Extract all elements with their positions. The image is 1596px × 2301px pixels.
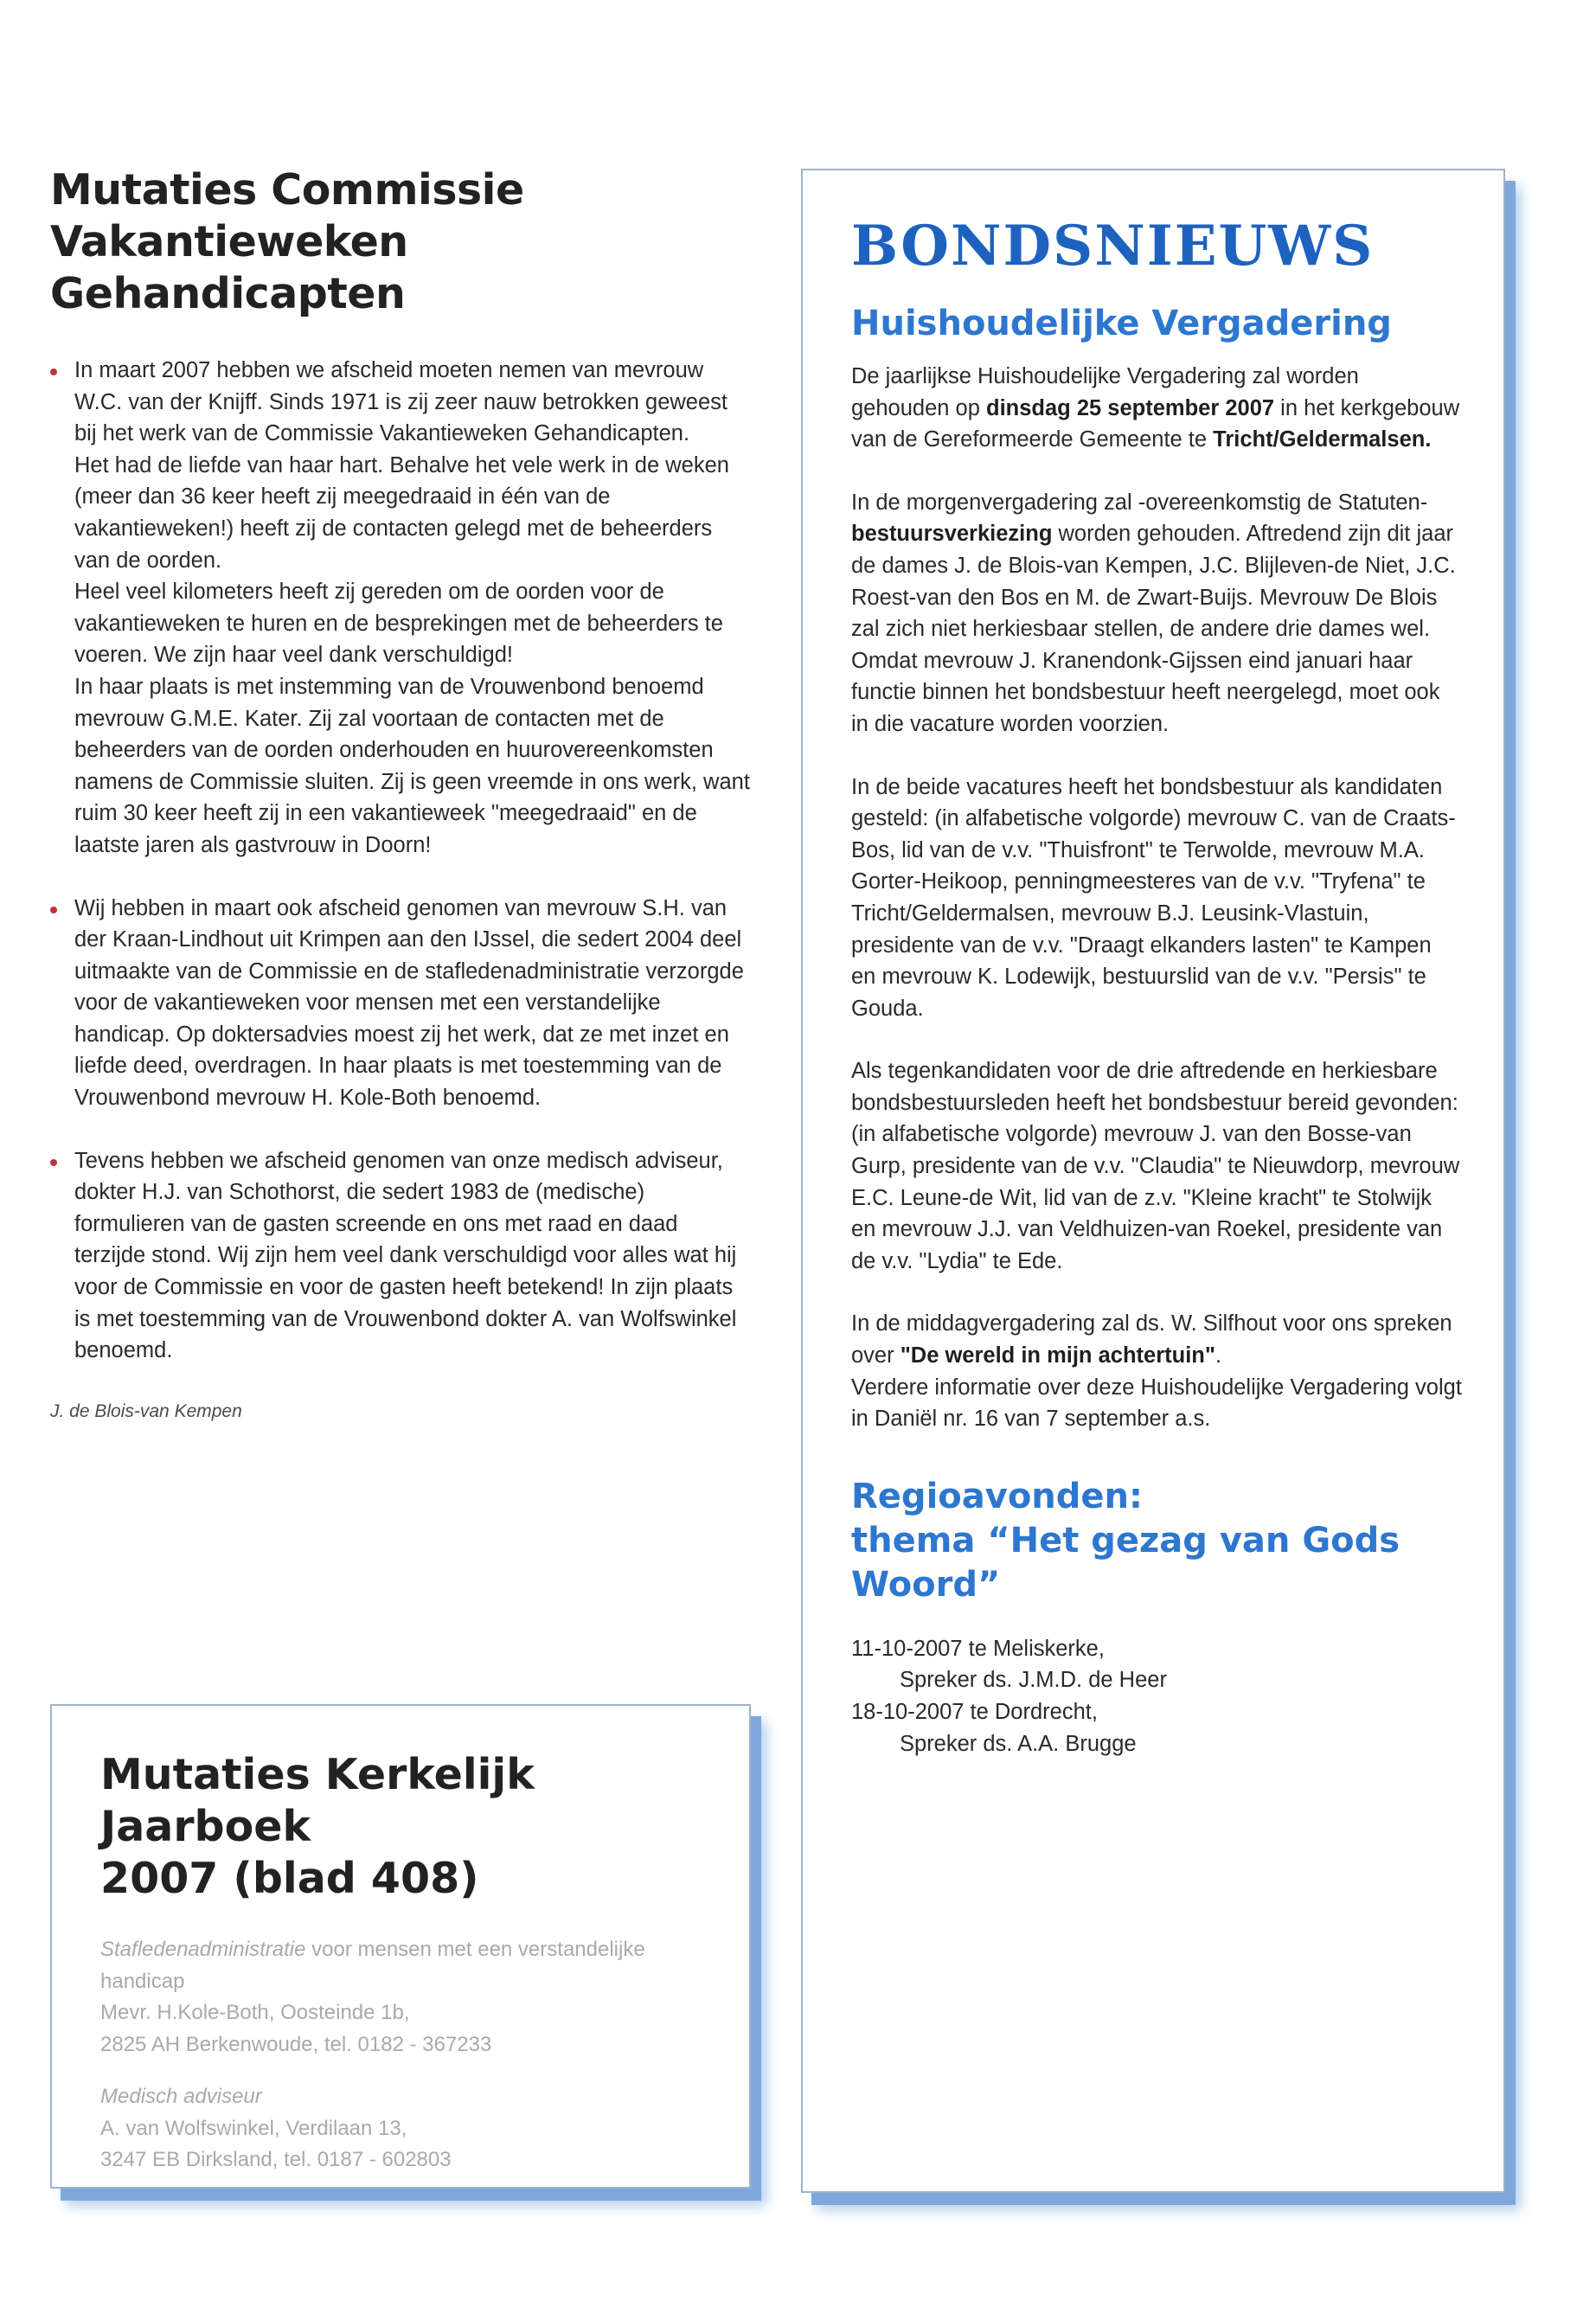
bondsnieuws-title: BONDSNIEUWS — [851, 214, 1375, 279]
region-title-line1: Regioavonden: — [851, 1476, 1144, 1516]
bullet-item — [50, 1145, 751, 1367]
region-item — [851, 1696, 1462, 1759]
contact-block-staff — [100, 1934, 715, 2061]
jaarboek-title-line1: Mutaties Kerkelijk Jaarboek — [100, 1750, 535, 1851]
contact-block-medical — [100, 2081, 715, 2176]
contact-info — [100, 1934, 715, 2176]
hv-paragraph-countercandidates: Als tegenkandidaten voor de drie aftredende en herkiesbare bondsbestuursleden heeft het bondsbestuur bereid gevonden: (in alfabetische volgorde) mevrouw J. van den Bosse-van Gurp, presidente van de v.v. "Claudia" te Nieuwdorp, mevrouw E.C. Leune-de Wit, lid van de z.v. "Kleine kracht" te Stolwijk en mevrouw J.J. van Veldhuizen-van Roekel, presidente van de v.v. "Lydia" te Ede. — [851, 1059, 1460, 1273]
contact-address: A. van Wolfswinkel, Verdilaan 13, — [100, 2116, 407, 2140]
contact-caption: Stafledenadministratie — [100, 1938, 306, 1961]
meeting-date: dinsdag 25 september 2007 — [986, 395, 1275, 420]
article-title-line2: Vakantieweken Gehandicapten — [50, 217, 408, 318]
jaarboek-title — [100, 1749, 715, 1905]
hv-paragraph-election — [851, 487, 1462, 740]
contact-caption-rest: voor mensen met een verstandelijke handicap — [100, 1938, 645, 1993]
paragraph: Wij hebben in maart ook afscheid genomen van mevrouw S.H. van der Kraan-Lindhout uit Krimpen aan den IJssel, die sedert 2004 deel uitmaakte van de Commissie en de stafledenadministratie verzorgde voor de vakantieweken voor mensen met een verstandelijke handicap. Op doktersadvies moest zij het werk, dat ze met inzet en liefde deed, overdragen. In haar plaats is met toestemming van de Vrouwenbond mevrouw H. Kole-Both benoemd. — [74, 895, 744, 1111]
region-list — [851, 1633, 1462, 1759]
left-column — [50, 164, 751, 1422]
text-run: De jaarlijkse Huishoudelijke Vergadering zal worden gehouden op — [851, 364, 1359, 420]
bullet-dot-icon — [50, 369, 57, 375]
text-run: worden gehouden. Aftredend zijn dit jaar de dames J. de Blois-van Kempen, J.C. Blijleven-de Niet, J.C. Roest-van den Bos en M. de Zwart-Buijs. Mevrouw De Blois zal zich niet herkiesbaar stellen, de andere drie dames wel. — [851, 522, 1456, 642]
contact-caption: Medisch adviseur — [100, 2085, 262, 2108]
paragraph: Het had de liefde van haar hart. Behalve het vele werk in de weken (meer dan 36 keer heeft zij meegedraaid in één van de vakantieweken!) heeft zij de contacten gelegd met de beheerders van de oorden. — [74, 452, 729, 573]
paragraph: In maart 2007 hebben we afscheid moeten nemen van mevrouw W.C. van der Knijff. Sinds 1971 is zij zeer nauw betrokken geweest bij het werk van de Commissie Vakantieweken Gehandicapten. — [74, 358, 728, 446]
hv-paragraph-date — [851, 361, 1462, 456]
bold-term: bestuursverkiezing — [851, 522, 1053, 547]
text-run: . — [1215, 1343, 1222, 1368]
region-item — [851, 1633, 1462, 1696]
hv-paragraph-candidates: In de beide vacatures heeft het bondsbestuur als kandidaten gesteld: (in alfabetische volgorde) mevrouw C. van de Craats-Bos, lid van de v.v. "Thuisfront" te Terwolde, mevrouw M.A. Gorter-Heikoop, penningmeesteres van de v.v. "Tryfena" te Tricht/Geldermalsen, mevrouw B.J. Leusink-Vlastuin, presidente van de v.v. "Draagt elkanders lasten" te Kampen en mevrouw K. Lodewijk, bestuurslid van de v.v. "Persis" te Gouda. — [851, 774, 1456, 1021]
region-speaker: Spreker ds. A.A. Brugge — [900, 1731, 1137, 1756]
meeting-place: Tricht/Geldermalsen. — [1213, 427, 1432, 452]
text-run: Omdat mevrouw J. Kranendonk-Gijssen eind januari haar functie binnen het bondsbestuur heeft neergelegd, moet ook in die vacature worden voorzien. — [851, 648, 1440, 736]
contact-address: Mevr. H.Kole-Both, Oosteinde 1b, — [100, 2001, 410, 2024]
paragraph: In haar plaats is met instemming van de Vrouwenbond benoemd mevrouw G.M.E. Kater. Zij zal voortaan de contacten met de beheerders van de oorden onderhouden en huurovereenkomsten namens de Commissie sluiten. Zij is geen vreemde in ons werk, want ruim 30 keer heeft zij in een vakantieweek "meegedraaid" en de laatste jaren als gastvrouw in Doorn! — [74, 674, 750, 857]
jaarboek-title-line2: 2007 (blad 408) — [100, 1854, 479, 1903]
bullet-item — [50, 893, 751, 1114]
bullet-dot-icon — [50, 1159, 57, 1166]
text-run: In de middagvergadering zal ds. W. Silfhout voor ons spreken over — [851, 1311, 1452, 1368]
region-date: 11-10-2007 te Meliskerke, — [851, 1636, 1105, 1661]
paragraph: Tevens hebben we afscheid genomen van onze medisch adviseur, dokter H.J. van Schothorst, die sedert 1983 de (medische) formulieren van de gasten screende en ons met raad en daad terzijde stond. Wij zijn hem veel dank verschuldigd voor alles wat hij voor de Commissie en voor de gasten heeft betekend! In zijn plaats is met toestemming van de Vrouwenbond dokter A. van Wolfswinkel benoemd. — [74, 1148, 737, 1363]
region-date: 18-10-2007 te Dordrecht, — [851, 1700, 1098, 1724]
contact-phone: 2825 AH Berkenwoude, tel. 0182 - 367233 — [100, 2032, 492, 2056]
bullet-item — [50, 355, 751, 862]
text-run: Verdere informatie over deze Huishoudelijke Vergadering volgt in Daniël nr. 16 van 7 september a.s. — [851, 1375, 1462, 1432]
lecture-title: "De wereld in mijn achtertuin" — [900, 1343, 1215, 1368]
contact-phone: 3247 EB Dirksland, tel. 0187 - 602803 — [100, 2148, 452, 2171]
article-bullets — [50, 355, 751, 1367]
article-title — [50, 164, 751, 320]
jaarboek-box — [50, 1704, 751, 2189]
hv-paragraph-afternoon — [851, 1308, 1462, 1434]
bondsnieuws-box — [801, 169, 1505, 2193]
article-title-line1: Mutaties Commissie — [50, 165, 524, 215]
author-signature: J. de Blois-van Kempen — [50, 1400, 242, 1421]
paragraph: Heel veel kilometers heeft zij gereden om de oorden voor de vakantieweken te huren en de besprekingen met de beheerders te voeren. We zijn haar veel dank verschuldigd! — [74, 580, 723, 668]
bullet-dot-icon — [50, 907, 57, 913]
region-title — [851, 1475, 1462, 1607]
text-run: in het kerkgebouw van de Gereformeerde Gemeente te — [851, 395, 1460, 452]
region-title-line2: thema “Het gezag van Gods Woord” — [851, 1520, 1401, 1605]
text-run: In de morgenvergadering zal -overeenkomstig de Statuten- — [851, 490, 1428, 515]
region-speaker: Spreker ds. J.M.D. de Heer — [900, 1668, 1167, 1693]
hv-title: Huishoudelijke Vergadering — [851, 304, 1392, 343]
